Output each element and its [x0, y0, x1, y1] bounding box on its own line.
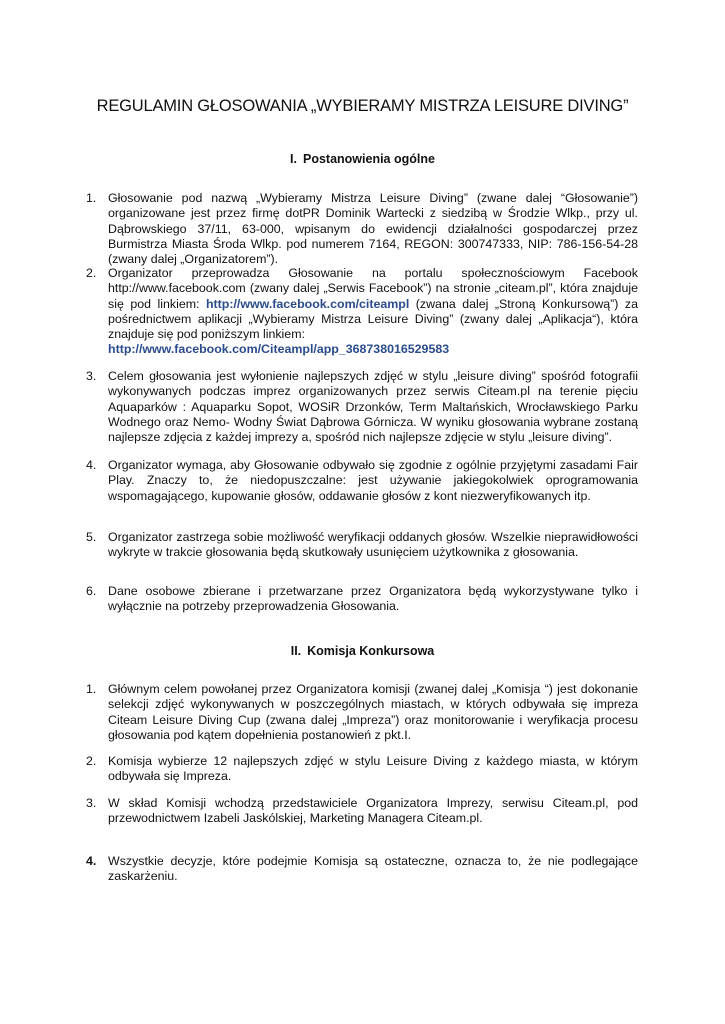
- item-text: W skład Komisji wchodzą przedstawiciele Organizatora Imprezy, serwisu Citeam.pl, pod przewodnictwem Izabeli Jaskólskiej, Marketing Managera Citeam.pl.: [108, 796, 638, 826]
- document-title: REGULAMIN GŁOSOWANIA „WYBIERAMY MISTRZA LEISURE DIVING”: [96, 97, 629, 115]
- list-item: [86, 191, 638, 267]
- item-text: Głosowanie pod nazwą „Wybieramy Mistrza Leisure Diving” (zwane dalej “Głosowanie”) organizowane jest przez firmę dotPR Dominik Wartecki z siedzibą w Środzie Wlkp., przy ul. Dąbrowskiego 37/11, 63-000, wpisanym do ewidencji działalności gospodarczej przez Burmistrza Miasta Środa Wlkp. pod numerem 7164, REGON: 300747333, NIP: 786-156-54-28 (zwany dalej „Organizatorem”).: [108, 191, 638, 267]
- list-item: [86, 682, 638, 743]
- item-text-part: (zwana dalej „Stroną Konkursową”) za pośrednictwem aplikacji „Wybieramy Mistrza Leisure Diving” (zwany dalej „Aplikacja“), która znajduje się pod poniższym linkiem:: [108, 296, 638, 342]
- section-heading-general: [0, 152, 725, 166]
- item-number: 4.: [86, 458, 97, 472]
- list-item: [86, 266, 638, 358]
- item-number: 1.: [86, 682, 97, 696]
- item-number: 6.: [86, 584, 97, 598]
- item-text: Głównym celem powołanej przez Organizatora komisji (zwanej dalej „Komisja “) jest dokonanie selekcji zdjęć wykonywanych w poszczególnych miastach, w których odbywała się impreza Citeam Leisure Diving Cup (zwana dalej „Impreza”) oraz monitorowanie i weryfikacja procesu głosowania pod kątem dopełnienia postanowień z pkt.I.: [108, 682, 638, 742]
- item-number: 3.: [86, 796, 97, 810]
- item-text: Organizator zastrzega sobie możliwość weryfikacji oddanych głosów. Wszelkie nieprawidłowości wykryte w trakcie głosowania będą skutkowały usunięciem użytkownika z głosowania.: [108, 530, 638, 560]
- item-number: 4.: [86, 854, 97, 868]
- list-item: [86, 854, 638, 885]
- list-item: [86, 530, 638, 561]
- list-item: [86, 584, 638, 615]
- section-number: I.: [290, 152, 297, 166]
- section-title: Komisja Konkursowa: [307, 644, 435, 658]
- app-link[interactable]: http://www.facebook.com/Citeampl/app_368738016529583: [108, 342, 450, 357]
- item-number: 3.: [86, 369, 97, 383]
- item-text: Wszystkie decyzje, które podejmie Komisja są ostateczne, oznacza to, że nie podlegające zaskarżeniu.: [108, 854, 638, 884]
- item-number: 1.: [86, 191, 97, 205]
- item-number: 2.: [86, 266, 97, 280]
- item-text: Celem głosowania jest wyłonienie najlepszych zdjęć w stylu „leisure diving” spośród fotografii wykonywanych podczas imprez organizowanych przez serwis Citeam.pl na terenie pięciu Aquaparków : Aquaparku Sopot, WOSiR Drzonków, Term Maltańskich, Wrocławskiego Parku Wodnego oraz Nemo- Wodny Świat Dąbrowa Górnicza. W wyniku głosowania wybrane zostaną najlepsze zdjęcia z każdej imprezy a, spośród nich najlepsze zdjęcie w stylu „leisure diving”.: [108, 369, 638, 445]
- facebook-page-link[interactable]: http://www.facebook.com/citeampl: [205, 296, 410, 311]
- item-text: Dane osobowe zbierane i przetwarzane przez Organizatora będą wykorzystywane tylko i wyłącznie na potrzeby przeprowadzenia Głosowania.: [108, 584, 638, 614]
- item-number: 5.: [86, 530, 97, 544]
- list-item: [86, 369, 638, 445]
- section-heading-commission: [0, 644, 725, 658]
- section-number: II.: [290, 644, 302, 658]
- section-title: Postanowienia ogólne: [302, 152, 435, 166]
- item-text-part: Organizator przeprowadza Głosowanie na portalu społecznościowym Facebook http://www.facebook.com (zwany dalej „Serwis Facebook”) na stronie „citeam.pl”, która znajduje się pod linkiem:: [108, 266, 638, 311]
- list-item: [86, 458, 638, 504]
- item-text: [108, 266, 638, 358]
- list-item: [86, 796, 638, 827]
- item-text: Komisja wybierze 12 najlepszych zdjęć w stylu Leisure Diving z każdego miasta, w którym odbywała się Impreza.: [108, 754, 638, 784]
- item-number: 2.: [86, 754, 97, 768]
- item-text: Organizator wymaga, aby Głosowanie odbywało się zgodnie z ogólnie przyjętymi zasadami Fair Play. Znaczy to, że niedopuszczalne: jest używanie jakiegokolwiek oprogramowania wspomagającego, kupowanie głosów, oddawanie głosów z kont niezweryfikowanych itp.: [108, 458, 638, 503]
- list-item: [86, 754, 638, 785]
